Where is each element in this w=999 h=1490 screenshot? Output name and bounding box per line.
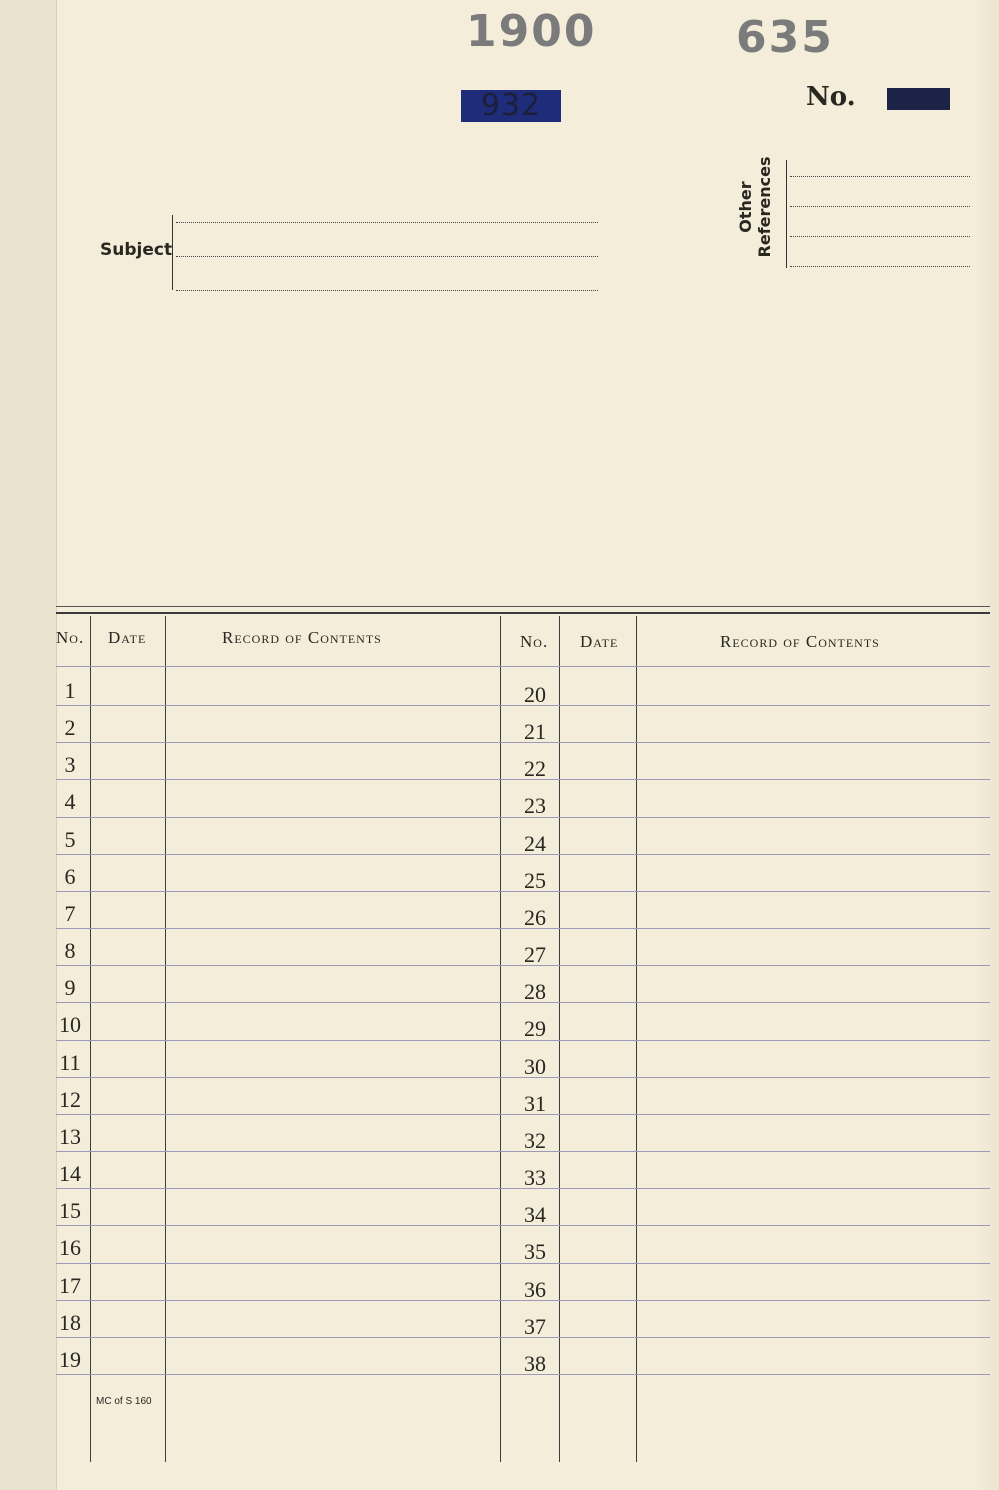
row-number-left: 12 (59, 1087, 81, 1112)
subject-line-1[interactable] (176, 222, 598, 223)
row-number-right: 30 (524, 1054, 546, 1079)
row-number-right: 38 (524, 1351, 546, 1376)
row-number-right: 35 (524, 1239, 546, 1264)
row-number-left: 19 (59, 1347, 81, 1372)
row-number-right: 31 (524, 1091, 546, 1116)
other-references-line2: References (755, 156, 774, 258)
row-number-right: 32 (524, 1128, 546, 1153)
row-number-left: 4 (64, 789, 76, 814)
row-number-right: 23 (524, 793, 546, 818)
row-number-left: 18 (59, 1310, 81, 1335)
row-number-right: 29 (524, 1016, 546, 1041)
table-top-rule (56, 606, 990, 607)
stamp-top-right: 635 (736, 12, 834, 63)
row-number-left: 16 (59, 1235, 81, 1260)
row-number-left: 6 (64, 864, 76, 889)
table-top-rule-thick (56, 612, 990, 614)
row-number-right: 25 (524, 868, 546, 893)
row-number-right: 21 (524, 719, 546, 744)
subject-brace (172, 215, 173, 290)
header-no-right: No. (520, 632, 549, 651)
row-number-left: 10 (59, 1012, 81, 1037)
header-date-right: Date (580, 632, 619, 651)
subject-label: Subject (100, 240, 173, 260)
row-number-left: 1 (64, 678, 76, 703)
row-number-left: 5 (64, 827, 76, 852)
row-number-right: 26 (524, 905, 546, 930)
row-number-right: 33 (524, 1165, 546, 1190)
file-number-label: No. (806, 82, 856, 112)
row-number-right: 27 (524, 942, 546, 967)
other-ref-line-3[interactable] (790, 236, 970, 237)
header-record-right: Record of Contents (720, 632, 880, 651)
row-number-left: 2 (64, 715, 76, 740)
row-number-right: 24 (524, 831, 546, 856)
redacted-year-stamp: 932 (461, 90, 561, 122)
binding-spine (0, 0, 57, 1490)
header-date-left: Date (108, 628, 147, 647)
row-number-right: 22 (524, 756, 546, 781)
row-number-right: 28 (524, 979, 546, 1004)
header-record-left: Record of Contents (222, 628, 382, 647)
row-number-left: 7 (64, 901, 76, 926)
header-no-left: No. (56, 628, 85, 647)
other-references-line1: Other (736, 181, 755, 233)
row-number-left: 11 (59, 1050, 81, 1075)
row-number-left: 3 (64, 752, 76, 777)
other-references-brace (786, 160, 787, 268)
subject-line-3[interactable] (176, 290, 598, 291)
stamp-top-left: 1900 (466, 6, 597, 57)
row-number-left: 14 (59, 1161, 81, 1186)
other-ref-line-4[interactable] (790, 266, 970, 267)
row-number-right: 37 (524, 1314, 546, 1339)
row-number-left: 15 (59, 1198, 81, 1223)
other-references-label (736, 152, 774, 262)
page-edge (975, 0, 999, 1490)
row-number-left: 8 (64, 938, 76, 963)
other-ref-line-1[interactable] (790, 176, 970, 177)
other-ref-line-2[interactable] (790, 206, 970, 207)
row-number-left: 17 (59, 1273, 81, 1298)
row-number-right: 34 (524, 1202, 546, 1227)
header-underline (56, 666, 990, 667)
row-number-right: 36 (524, 1277, 546, 1302)
form-code: MC of S 160 (96, 1396, 152, 1407)
row-number-right: 20 (524, 682, 546, 707)
row-number-left: 9 (64, 975, 76, 1000)
subject-line-2[interactable] (176, 256, 598, 257)
redacted-file-number (887, 88, 950, 110)
row-number-left: 13 (59, 1124, 81, 1149)
